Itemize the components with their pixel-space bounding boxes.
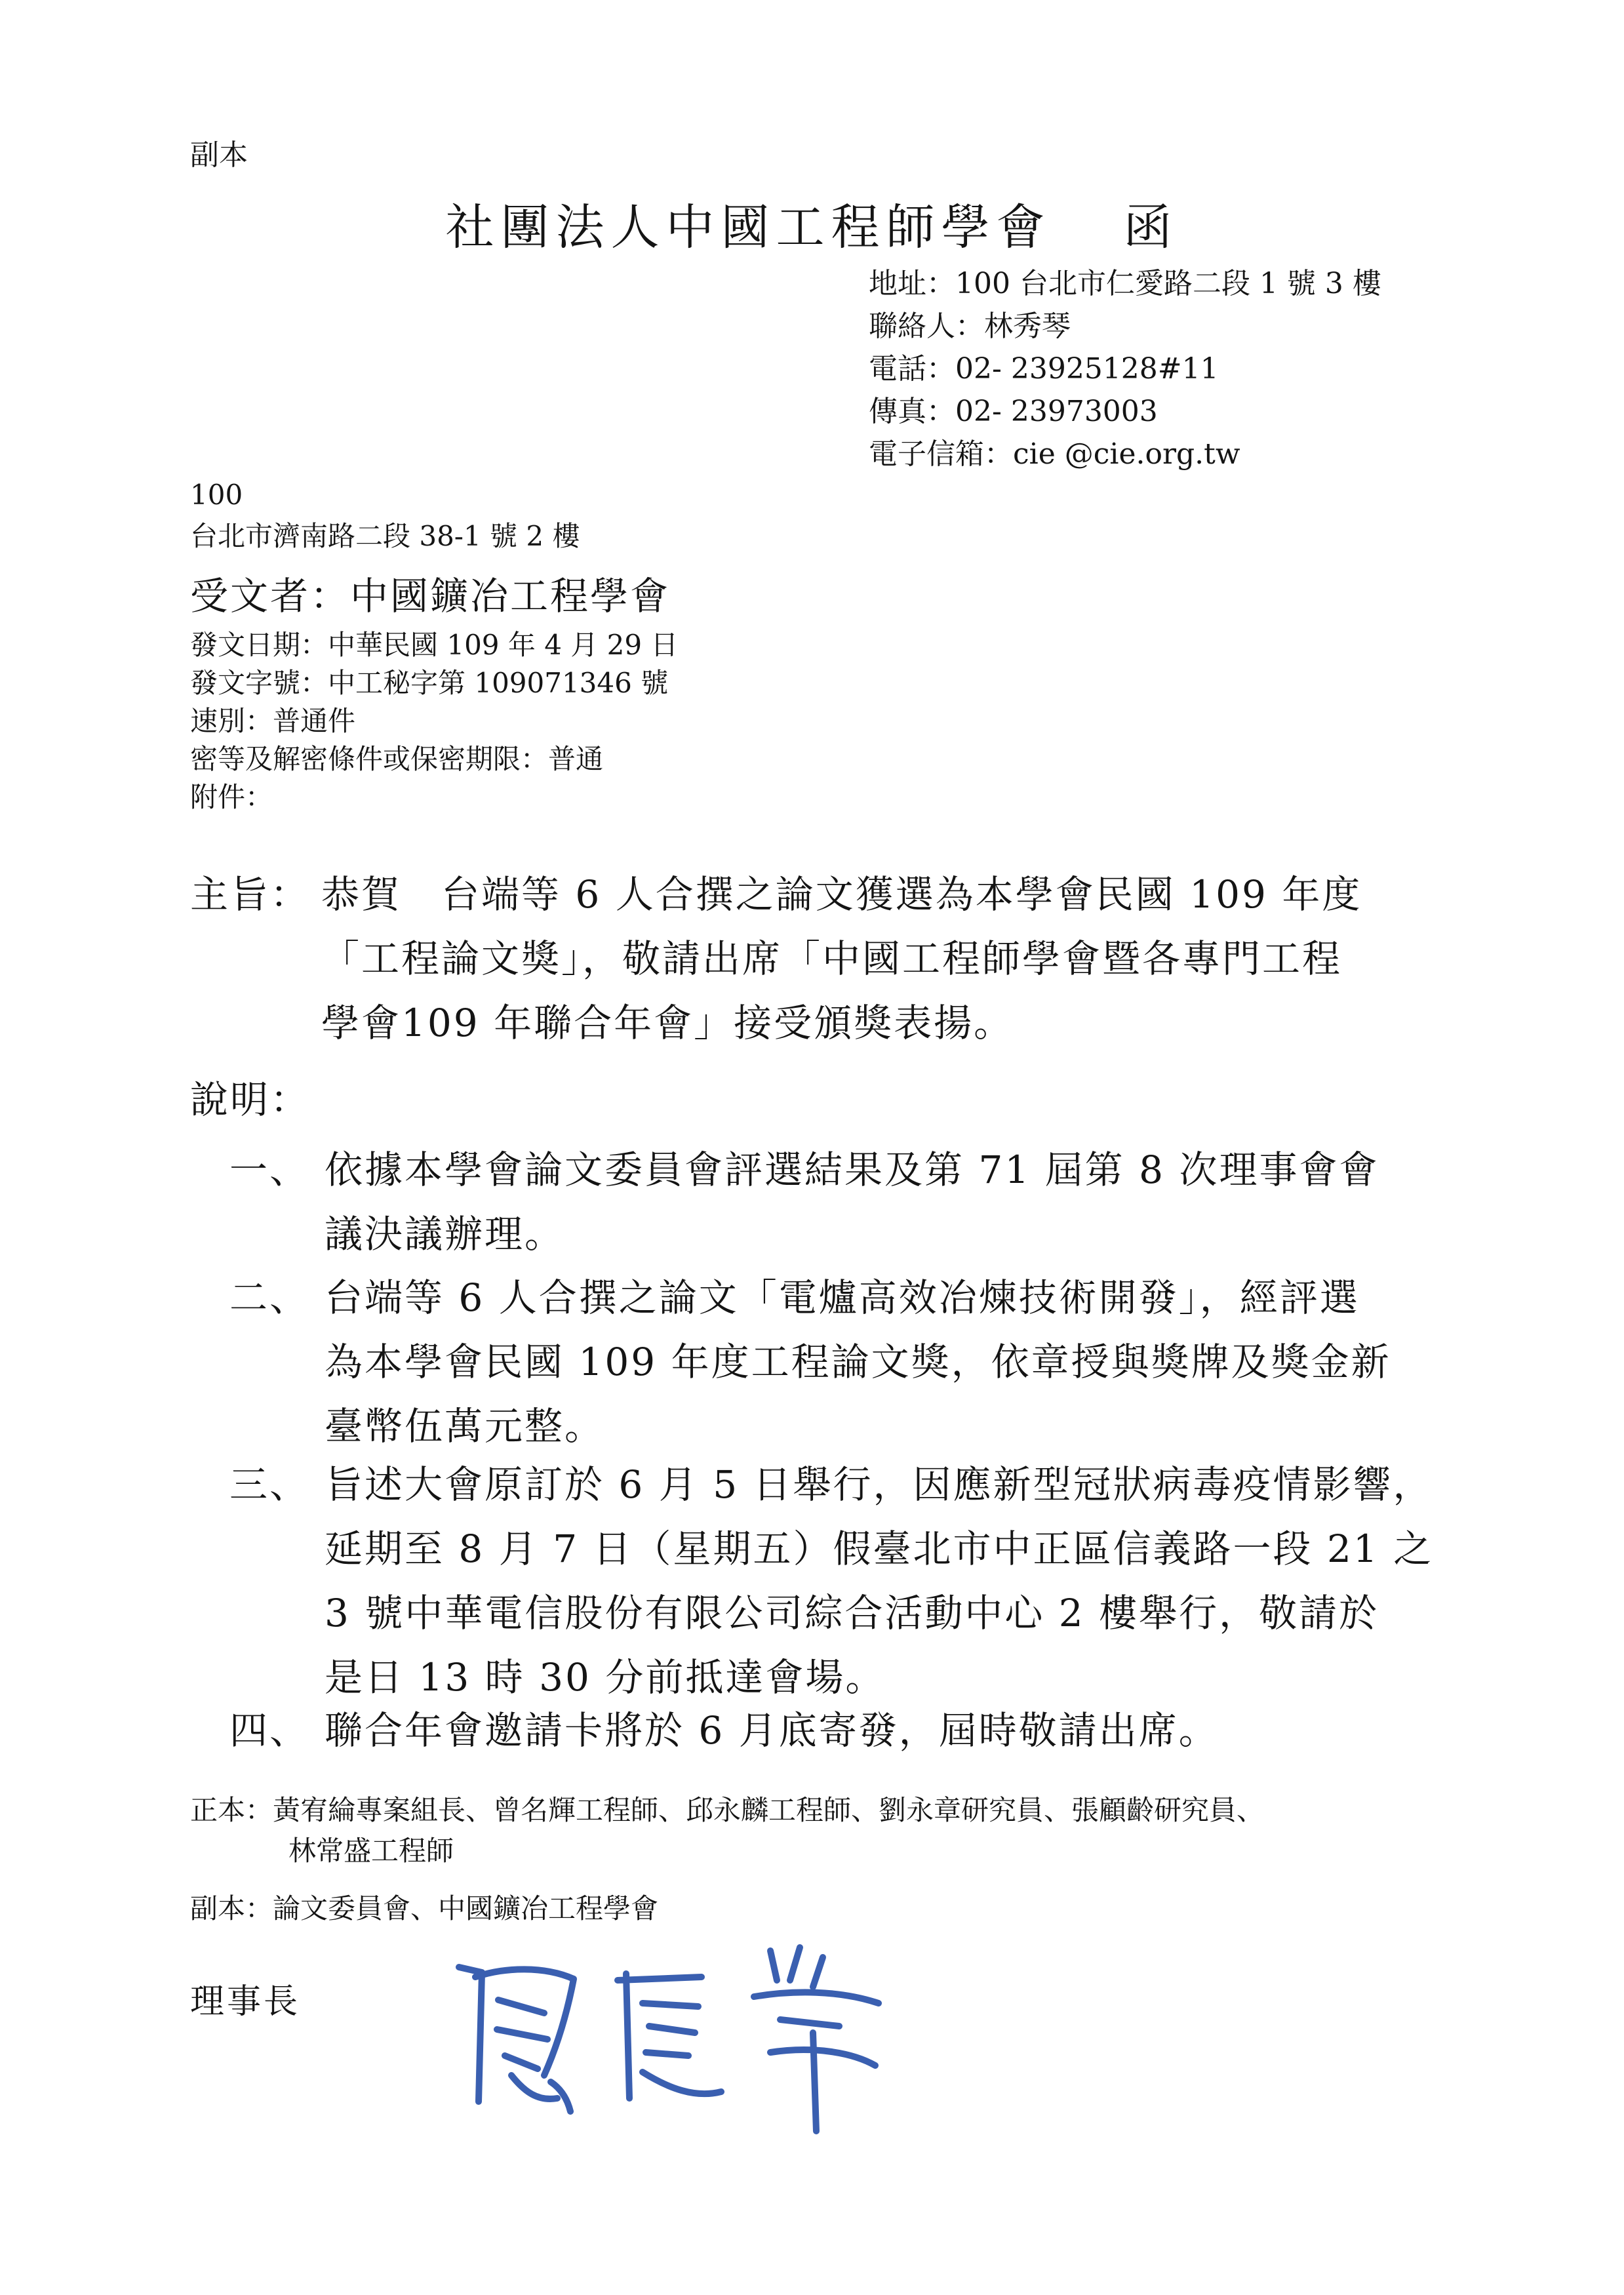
sender-address: 地址：100 台北市仁愛路二段 1 號 3 樓 xyxy=(869,267,1381,300)
document-number: 發文字號：中工秘字第 109071346 號 xyxy=(190,667,669,699)
sender-contact: 聯絡人：林秀琴 xyxy=(869,309,1071,343)
copy-mark: 副本 xyxy=(190,138,248,172)
sender-fax: 傳真：02- 23973003 xyxy=(869,395,1158,428)
explanation-heading: 說明： xyxy=(190,1077,311,1122)
recipient: 受文者：中國鑛冶工程學會 xyxy=(190,574,671,618)
item-number: 二、 xyxy=(229,1275,310,1320)
subject-line: 學會109 年聯合年會」接受頒獎表揚。 xyxy=(321,1001,1014,1045)
signature-stroke xyxy=(643,2003,698,2056)
title-organization: 社團法人中國工程師學會 xyxy=(445,199,1052,256)
signature-stroke xyxy=(770,2020,875,2066)
item-line: 臺幣伍萬元整。 xyxy=(325,1404,605,1448)
subject-line: 恭賀 台端等 6 人合撰之論文獲選為本學會民國 109 年度 xyxy=(321,872,1362,917)
explanation-item-1 xyxy=(229,1138,1379,1266)
item-line: 台端等 6 人合撰之論文「電爐高效冶煉技術開發」，經評選 xyxy=(325,1275,1360,1320)
carbon-copy: 副本：論文委員會、中國鑛冶工程學會 xyxy=(190,1892,659,1925)
signature-stroke xyxy=(813,2033,816,2131)
signature-stroke xyxy=(497,2000,547,2069)
item-line: 是日 13 時 30 分前抵達會場。 xyxy=(325,1655,886,1700)
signature-stroke xyxy=(643,2072,721,2094)
explanation-item-2 xyxy=(229,1266,1391,1458)
sender-phone: 電話：02- 23925128#11 xyxy=(869,352,1219,386)
item-line: 聯合年會邀請卡將於 6 月底寄發，屆時敬請出席。 xyxy=(325,1708,1219,1753)
item-line: 延期至 8 月 7 日（星期五）假臺北市中正區信義路一段 21 之 xyxy=(325,1527,1434,1571)
subject-line: 「工程論文獎」，敬請出席「中國工程師學會暨各專門工程 xyxy=(321,936,1343,981)
signature-stroke xyxy=(459,1967,482,2102)
original-label: 正本： xyxy=(190,1794,273,1826)
recipient-postal-code: 100 xyxy=(190,479,243,511)
item-line: 3 號中華電信股份有限公司綜合活動中心 2 樓舉行，敬請於 xyxy=(325,1591,1379,1635)
signature-stroke xyxy=(754,1992,879,2003)
sender-info xyxy=(869,262,1381,475)
original-list: 黃宥綸專案組長、曾名輝工程師、邱永麟工程師、劉永章研究員、張顧齡研究員、 xyxy=(273,1794,1265,1826)
item-number: 一、 xyxy=(229,1148,310,1192)
explanation-item-3 xyxy=(229,1452,1433,1709)
item-number: 四、 xyxy=(229,1708,310,1753)
delivery-speed: 速別：普通件 xyxy=(190,705,356,737)
attachments: 附件： xyxy=(190,781,273,813)
issue-date: 發文日期：中華民國 109 年 4 月 29 日 xyxy=(190,629,679,661)
original-recipients xyxy=(190,1790,1264,1871)
document-meta xyxy=(190,626,678,816)
signature-stroke xyxy=(475,1969,574,2075)
original-list-cont: 林常盛工程師 xyxy=(288,1835,454,1867)
letter-title xyxy=(0,189,1624,258)
signature xyxy=(446,1941,918,2138)
subject-label: 主旨： xyxy=(190,872,311,917)
item-line: 旨述大會原訂於 6 月 5 日舉行，因應新型冠狀病毒疫情影響， xyxy=(325,1462,1433,1507)
item-line: 為本學會民國 109 年度工程論文獎，依章授與獎牌及獎金新 xyxy=(325,1340,1391,1384)
recipient-address: 台北市濟南路二段 38-1 號 2 樓 xyxy=(190,520,580,552)
item-number: 三、 xyxy=(229,1462,310,1507)
confidentiality: 密等及解密條件或保密期限：普通 xyxy=(190,743,604,775)
subject-section xyxy=(190,862,1362,1055)
chair-title: 理事長 xyxy=(190,1982,301,2022)
explanation-item-4 xyxy=(229,1698,1219,1763)
sender-email: 電子信箱：cie @cie.org.tw xyxy=(869,437,1240,471)
item-line: 依據本學會論文委員會評選結果及第 71 屆第 8 次理事會會 xyxy=(325,1148,1379,1192)
title-document-type: 函 xyxy=(1123,199,1179,256)
item-line: 議決議辦理。 xyxy=(325,1212,565,1256)
signature-stroke xyxy=(770,1947,823,1987)
